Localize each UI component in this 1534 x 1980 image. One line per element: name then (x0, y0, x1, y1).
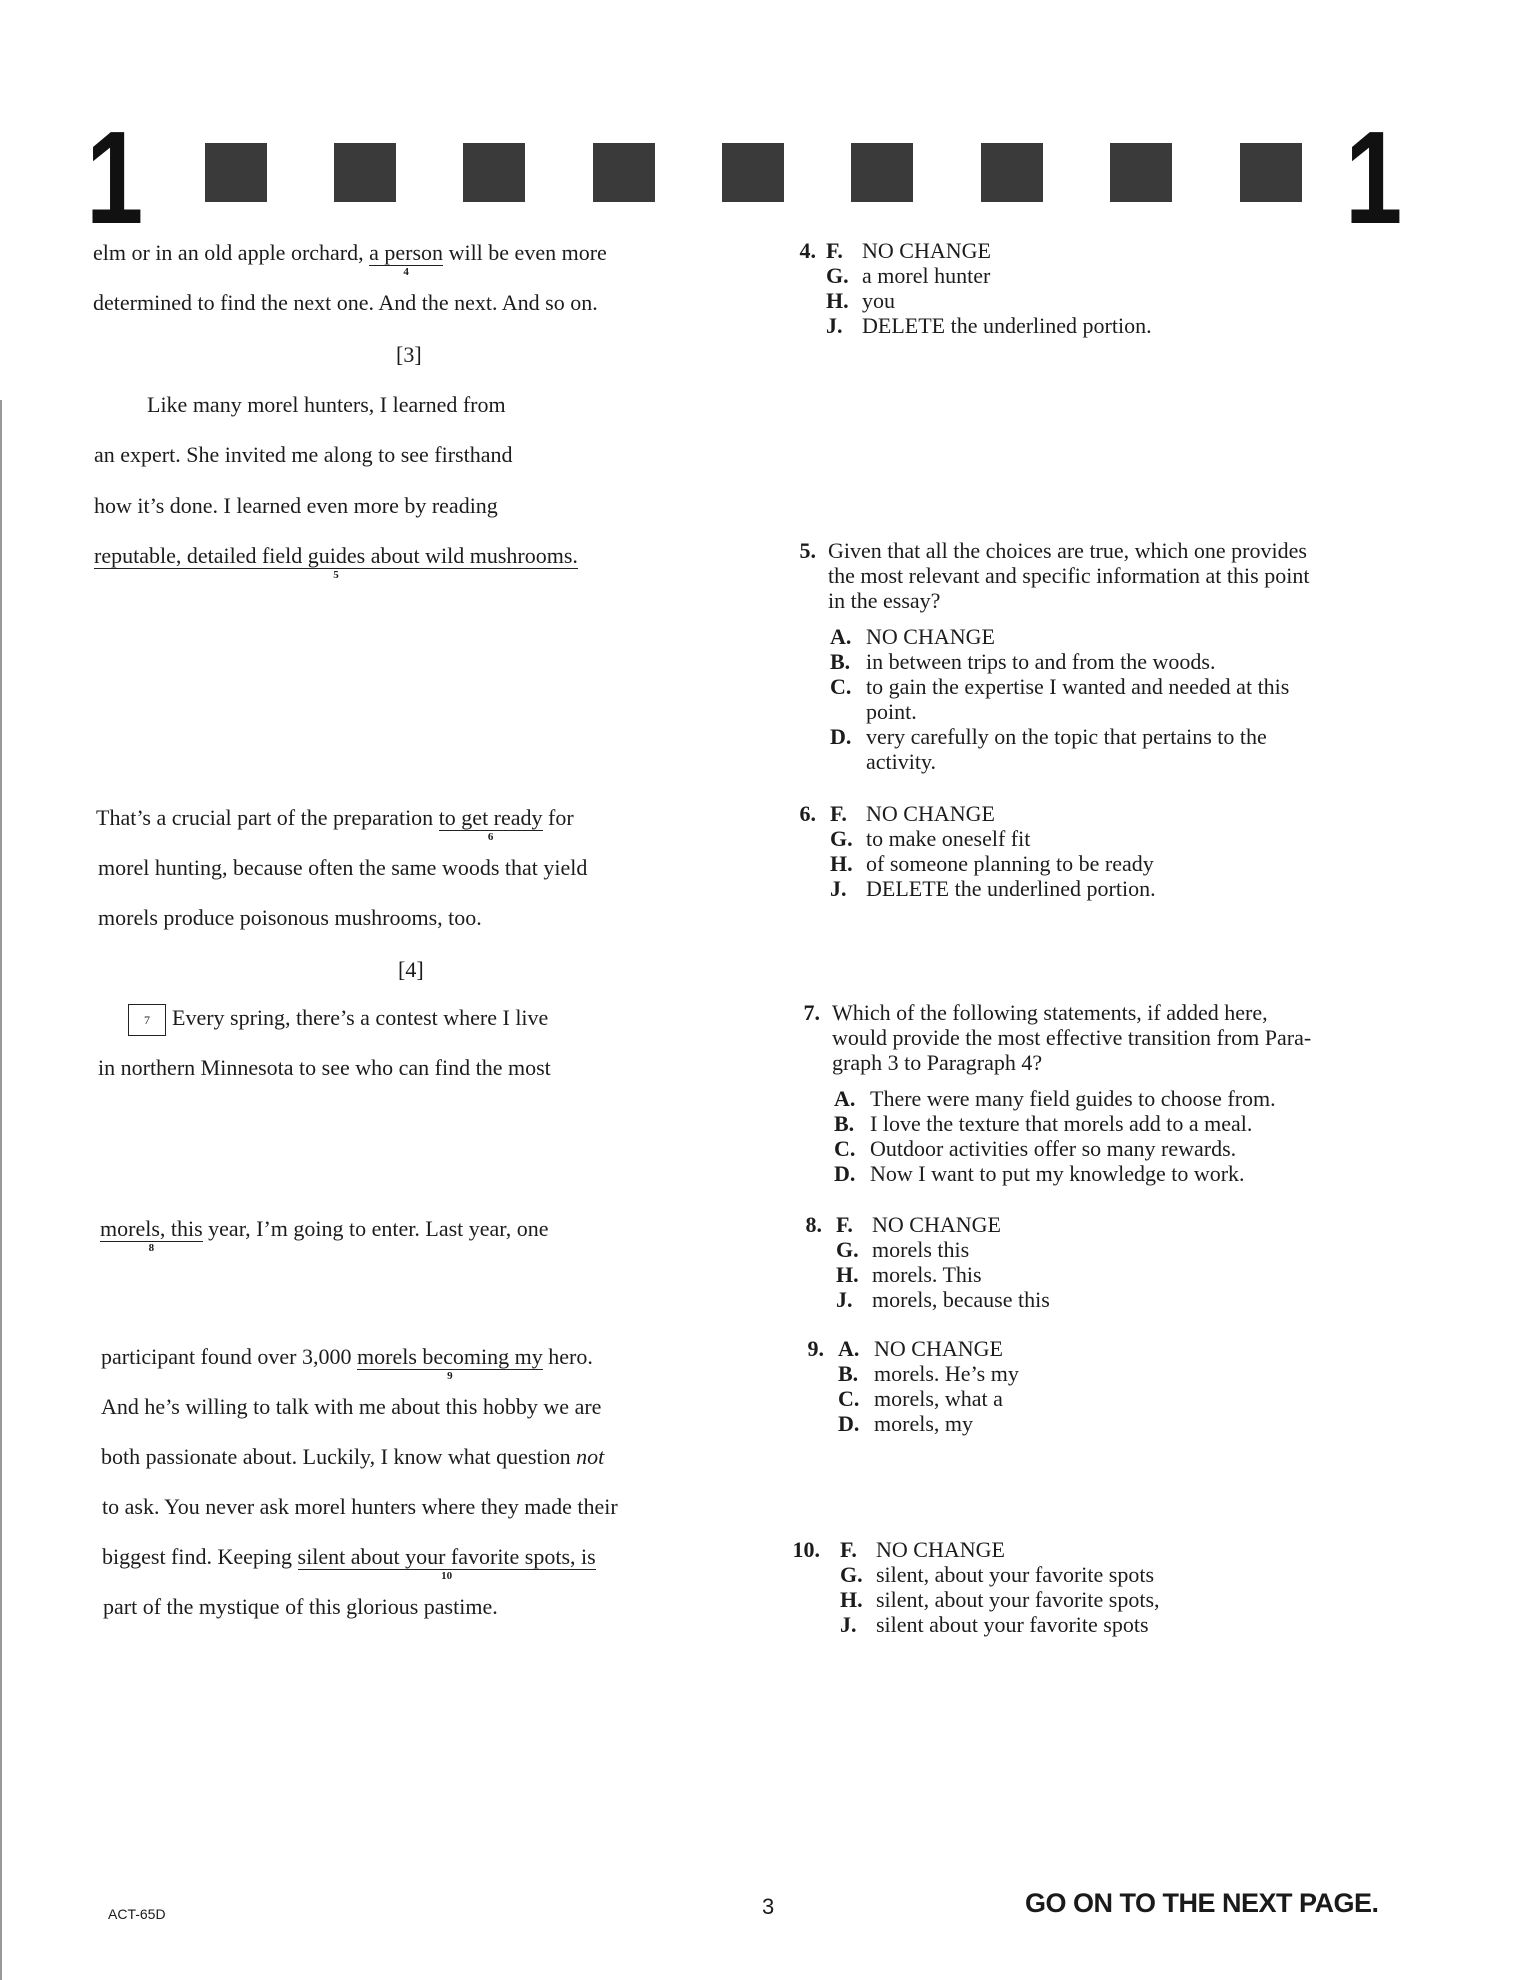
header-square (981, 143, 1043, 202)
answer-option[interactable]: G. a morel hunter (826, 263, 991, 288)
passage-line (94, 543, 578, 581)
question-stem: in the essay? (828, 588, 941, 613)
question-number: 9. (807, 1336, 824, 1361)
header-square (851, 143, 913, 202)
section-number-right: 1 (1345, 104, 1403, 251)
question-number: 5. (799, 538, 816, 563)
answer-option[interactable]: B. in between trips to and from the woods. (830, 649, 1216, 674)
answer-option-continuation: point. (866, 699, 917, 724)
passage-line: morels produce poisonous mushrooms, too. (98, 905, 482, 930)
passage-line: how it’s done. I learned even more by reading (94, 493, 498, 518)
question-stem: the most relevant and specific information at this point (828, 563, 1310, 588)
answer-option[interactable]: H. you (826, 288, 895, 313)
underlined-portion-6[interactable]: to get ready 6 (438, 805, 543, 843)
answer-option[interactable]: F. NO CHANGE (826, 238, 991, 263)
passage-line: both passionate about. Luckily, I know what question not (101, 1444, 605, 1469)
passage-line: That’s a crucial part of the preparation to get ready 6 for (96, 805, 574, 843)
answer-option[interactable]: A. NO CHANGE (830, 624, 995, 649)
question-number: 4. (799, 238, 816, 263)
header-square (463, 143, 525, 202)
answer-option[interactable]: F. NO CHANGE (836, 1212, 1001, 1237)
answer-option[interactable]: C. morels, what a (838, 1386, 1003, 1411)
underlined-portion-9[interactable]: morels becoming my 9 (357, 1344, 543, 1382)
header-square (722, 143, 784, 202)
scan-edge (0, 400, 2, 1980)
passage-line: in northern Minnesota to see who can find the most (98, 1055, 551, 1080)
header-square (334, 143, 396, 202)
passage-line: morels, this 8 year, I’m going to enter. Last year, one (100, 1216, 549, 1254)
question-stem: graph 3 to Paragraph 4? (832, 1050, 1043, 1075)
underlined-portion-10[interactable]: silent about your favorite spots, is 10 (297, 1544, 596, 1582)
answer-option[interactable]: H. silent, about your favorite spots, (840, 1587, 1160, 1612)
question-stem: Which of the following statements, if added here, (832, 1000, 1268, 1025)
underlined-portion-5[interactable]: reputable, detailed field guides about wild mushrooms. 5 (94, 543, 578, 581)
question-stem: Given that all the choices are true, which one provides (828, 538, 1307, 563)
passage-line: Like many morel hunters, I learned from (147, 392, 506, 417)
section-number-left: 1 (86, 104, 144, 251)
answer-option[interactable]: H. morels. This (836, 1262, 982, 1287)
answer-option[interactable]: B. morels. He’s my (838, 1361, 1019, 1386)
answer-option[interactable]: G. silent, about your favorite spots (840, 1562, 1155, 1587)
answer-option[interactable]: C. to gain the expertise I wanted and needed at this (830, 674, 1290, 699)
answer-option-continuation: activity. (866, 749, 937, 774)
answer-option[interactable]: D. very carefully on the topic that pertains to the (830, 724, 1267, 749)
paragraph-number: [3] (396, 342, 422, 367)
answer-option[interactable]: G. to make oneself fit (830, 826, 1031, 851)
passage-line: determined to find the next one. And the next. And so on. (93, 290, 598, 315)
answer-option[interactable]: C. Outdoor activities offer so many rewards. (834, 1136, 1237, 1161)
question-stem: would provide the most effective transition from Para- (832, 1025, 1312, 1050)
passage-line: 7 Every spring, there’s a contest where I live (98, 1004, 548, 1036)
page-number: 3 (762, 1894, 775, 1919)
next-page-notice: GO ON TO THE NEXT PAGE. (1025, 1888, 1379, 1918)
answer-option[interactable]: J. silent about your favorite spots (840, 1612, 1149, 1637)
answer-option[interactable]: J. DELETE the underlined portion. (826, 313, 1152, 338)
underlined-portion-4[interactable]: a person 4 (369, 240, 444, 278)
answer-option[interactable]: H. of someone planning to be ready (830, 851, 1154, 876)
answer-option[interactable]: A. There were many field guides to choose from. (834, 1086, 1276, 1111)
passage-line: And he’s willing to talk with me about this hobby we are (101, 1394, 602, 1419)
header-square (205, 143, 267, 202)
paragraph-number: [4] (398, 957, 424, 982)
question-7-marker[interactable]: 7 (128, 1004, 166, 1036)
answer-option[interactable]: G. morels this (836, 1237, 970, 1262)
passage-line: biggest find. Keeping silent about your favorite spots, is 10 (102, 1544, 596, 1582)
passage-line: part of the mystique of this glorious pastime. (103, 1594, 498, 1619)
answer-option[interactable]: A. NO CHANGE (838, 1336, 1003, 1361)
form-code: ACT-65D (108, 1906, 166, 1922)
passage-line: elm or in an old apple orchard, a person 4 will be even more (93, 240, 607, 278)
underlined-portion-8[interactable]: morels, this 8 (100, 1216, 203, 1254)
question-number: 10. (792, 1537, 820, 1562)
question-number: 8. (805, 1212, 822, 1237)
header-square (1240, 143, 1302, 202)
header-square (593, 143, 655, 202)
answer-option[interactable]: F. NO CHANGE (830, 801, 995, 826)
answer-option[interactable]: D. morels, my (838, 1411, 973, 1436)
answer-option[interactable]: B. I love the texture that morels add to a meal. (834, 1111, 1253, 1136)
answer-option[interactable]: F. NO CHANGE (840, 1537, 1005, 1562)
answer-option[interactable]: D. Now I want to put my knowledge to work. (834, 1161, 1245, 1186)
passage-line: participant found over 3,000 morels becoming my 9 hero. (101, 1344, 593, 1382)
question-number: 7. (803, 1000, 820, 1025)
header-square (1110, 143, 1172, 202)
question-number: 6. (799, 801, 816, 826)
answer-option[interactable]: J. DELETE the underlined portion. (830, 876, 1156, 901)
passage-line: morel hunting, because often the same woods that yield (98, 855, 588, 880)
answer-option[interactable]: J. morels, because this (836, 1287, 1050, 1312)
passage-line: to ask. You never ask morel hunters where they made their (102, 1494, 618, 1519)
passage-line: an expert. She invited me along to see firsthand (94, 442, 513, 467)
